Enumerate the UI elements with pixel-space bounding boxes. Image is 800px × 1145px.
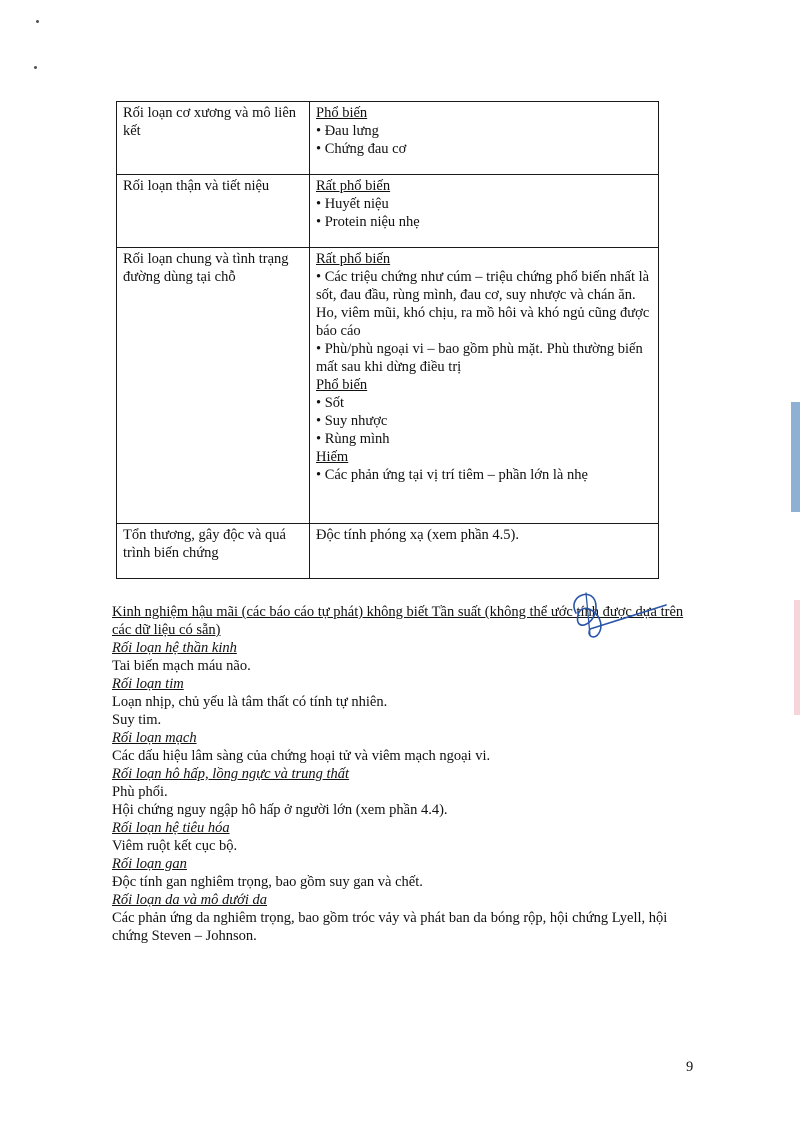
effect-item: • Rùng mình [316,431,390,447]
postmarketing-section [112,603,687,945]
scan-edge-mark [794,600,800,715]
frequency-cell [310,102,659,175]
organ-class-cell: Rối loạn thận và tiết niệu [117,175,310,248]
scan-speck [36,20,39,23]
frequency-heading: Rất phổ biến [316,178,391,194]
section-text: Suy tim. [112,712,162,728]
effect-item: • Suy nhược [316,413,388,429]
organ-class-cell: Tổn thương, gây độc và quá trình biến chứng [117,524,310,579]
section-text: Loạn nhịp, chủ yếu là tâm thất có tính tự nhiên. [112,694,388,710]
scan-edge-mark [791,402,800,512]
effect-item: • Đau lưng [316,123,379,139]
postmarketing-intro: Kinh nghiệm hậu mãi (các báo cáo tự phát) không biết Tần suất (không thể ước tính được dựa trên các dữ liệu có sẵn) [112,604,684,638]
section-text: Các phản ứng da nghiêm trọng, bao gồm tróc vảy và phát ban da bóng rộp, hội chứng Lyell, hội chứng Steven – Johnson. [112,910,668,944]
section-heading: Rối loạn mạch [112,730,197,746]
frequency-cell [310,175,659,248]
frequency-heading: Hiếm [316,449,349,465]
section-text: Viêm ruột kết cục bộ. [112,838,238,854]
organ-class-cell: Rối loạn chung và tình trạng đường dùng tại chỗ [117,248,310,524]
table-row [117,175,659,248]
table-row [117,102,659,175]
section-text: Tai biến mạch máu não. [112,658,251,674]
section-text: Phù phổi. [112,784,168,800]
section-heading: Rối loạn hô hấp, lồng ngực và trung thất [112,766,350,782]
section-text: Độc tính gan nghiêm trọng, bao gồm suy gan và chết. [112,874,423,890]
section-heading: Rối loạn hệ tiêu hóa [112,820,230,836]
effect-item: • Chứng đau cơ [316,141,407,157]
frequency-heading: Rất phổ biến [316,251,391,267]
section-heading: Rối loạn tim [112,676,184,692]
section-heading: Rối loạn da và mô dưới da [112,892,267,908]
table-row [117,524,659,579]
section-heading: Rối loạn hệ thần kinh [112,640,237,656]
effect-item: • Sốt [316,395,345,411]
effect-item: • Phù/phù ngoại vi – bao gồm phù mặt. Phù thường biến mất sau khi dừng điều trị [316,341,643,375]
effect-item: • Protein niệu nhẹ [316,214,420,230]
section-text: Các dấu hiệu lâm sàng của chứng hoại tử và viêm mạch ngoại vi. [112,748,491,764]
frequency-cell [310,524,659,579]
frequency-heading: Phổ biến [316,377,368,393]
frequency-cell [310,248,659,524]
scan-speck [34,66,37,69]
organ-class-cell: Rối loạn cơ xương và mô liên kết [117,102,310,175]
section-heading: Rối loạn gan [112,856,187,872]
handwritten-signature [556,585,686,645]
effect-item: • Huyết niệu [316,196,389,212]
section-text: Hội chứng nguy ngập hô hấp ở người lớn (xem phần 4.4). [112,802,448,818]
frequency-heading: Phổ biến [316,105,368,121]
effect-item: • Các triệu chứng như cúm – triệu chứng phổ biến nhất là sốt, đau đầu, rùng mình, đau cơ, suy nhược và chán ăn. Ho, viêm mũi, khó chịu, ra mồ hôi và khó ngủ cũng được báo cáo [316,269,650,339]
page-number: 9 [686,1059,694,1075]
adverse-effects-table [116,101,659,579]
effect-item: Độc tính phóng xạ (xem phần 4.5). [316,527,519,543]
table-row [117,248,659,524]
effect-item: • Các phản ứng tại vị trí tiêm – phần lớn là nhẹ [316,467,588,483]
